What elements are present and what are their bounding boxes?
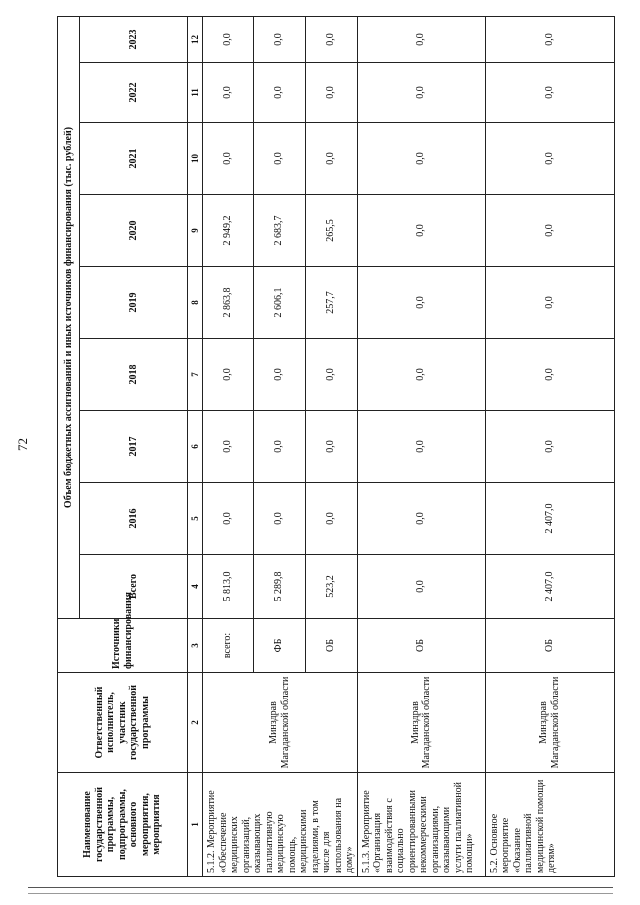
cell-value: 0,0 xyxy=(305,411,357,483)
header-source: Источники финансирования xyxy=(58,619,188,673)
row-source: всего: xyxy=(203,619,254,673)
header-year: 2018 xyxy=(80,339,188,411)
cell-value: 0,0 xyxy=(485,339,614,411)
column-number: 7 xyxy=(188,339,203,411)
column-number: 5 xyxy=(188,483,203,555)
table-row xyxy=(357,16,485,876)
row-executor: Минздрав Магаданской области xyxy=(203,673,358,773)
table-row xyxy=(485,16,614,876)
page-number: 72 xyxy=(15,438,30,451)
cell-value: 0,0 xyxy=(305,339,357,411)
cell-value: 0,0 xyxy=(305,16,357,62)
cell-value: 0,0 xyxy=(357,555,485,619)
row-name: 5.1.3. Мероприятие «Организация взаимодействия с социально ориентированными некоммерческими организациями, оказывающими услуги паллиативной помощи» xyxy=(357,773,485,877)
header-year: 2017 xyxy=(80,411,188,483)
cell-value: 2 683,7 xyxy=(253,195,305,267)
cell-value: 0,0 xyxy=(305,63,357,123)
row-executor: Минздрав Магаданской области xyxy=(357,673,485,773)
row-source: ФБ xyxy=(253,619,305,673)
scan-edge-line xyxy=(28,893,613,894)
cell-value: 0,0 xyxy=(485,195,614,267)
column-number: 2 xyxy=(188,673,203,773)
row-source: ОБ xyxy=(357,619,485,673)
row-name: 5.2. Основное мероприятие «Оказание паллиативной медицинской помощи детям» xyxy=(485,773,614,877)
cell-value: 2 863,8 xyxy=(203,267,254,339)
column-number: 11 xyxy=(188,63,203,123)
cell-value: 0,0 xyxy=(253,339,305,411)
financing-table-rotated xyxy=(57,17,610,877)
cell-value: 0,0 xyxy=(485,267,614,339)
column-number: 12 xyxy=(188,16,203,62)
cell-value: 0,0 xyxy=(357,195,485,267)
cell-value: 2 407,0 xyxy=(485,483,614,555)
cell-value: 265,5 xyxy=(305,195,357,267)
cell-value: 5 813,0 xyxy=(203,555,254,619)
scan-edge-line xyxy=(28,887,613,888)
cell-value: 0,0 xyxy=(357,411,485,483)
cell-value: 0,0 xyxy=(253,483,305,555)
cell-value: 0,0 xyxy=(485,123,614,195)
cell-value: 0,0 xyxy=(203,16,254,62)
header-year: 2023 xyxy=(80,16,188,62)
row-source: ОБ xyxy=(305,619,357,673)
column-number: 9 xyxy=(188,195,203,267)
cell-value: 0,0 xyxy=(203,339,254,411)
column-number: 8 xyxy=(188,267,203,339)
cell-value: 0,0 xyxy=(485,411,614,483)
column-number: 6 xyxy=(188,411,203,483)
header-volume: Объем бюджетных ассигнований и иных источников финансирования (тыс. рублей) xyxy=(58,16,80,618)
column-number: 10 xyxy=(188,123,203,195)
cell-value: 0,0 xyxy=(485,16,614,62)
column-number-row xyxy=(188,16,203,876)
header-year: 2020 xyxy=(80,195,188,267)
cell-value: 0,0 xyxy=(253,63,305,123)
table-row xyxy=(203,16,254,876)
column-number: 4 xyxy=(188,555,203,619)
cell-value: 0,0 xyxy=(357,63,485,123)
row-source: ОБ xyxy=(485,619,614,673)
cell-value: 0,0 xyxy=(485,63,614,123)
column-number: 1 xyxy=(188,773,203,877)
header-year: 2019 xyxy=(80,267,188,339)
cell-value: 0,0 xyxy=(357,339,485,411)
header-name: Наименование государственной программы, подпрограммы, основного мероприятия, мероприятия xyxy=(58,773,188,877)
cell-value: 0,0 xyxy=(203,63,254,123)
header-year: 2021 xyxy=(80,123,188,195)
cell-value: 2 606,1 xyxy=(253,267,305,339)
financing-table xyxy=(57,16,615,877)
cell-value: 0,0 xyxy=(357,483,485,555)
column-number: 3 xyxy=(188,619,203,673)
header-year: 2016 xyxy=(80,483,188,555)
cell-value: 2 949,2 xyxy=(203,195,254,267)
cell-value: 0,0 xyxy=(357,16,485,62)
row-executor: Минздрав Магаданской области xyxy=(485,673,614,773)
cell-value: 0,0 xyxy=(357,267,485,339)
cell-value: 0,0 xyxy=(203,411,254,483)
cell-value: 0,0 xyxy=(305,483,357,555)
cell-value: 0,0 xyxy=(357,123,485,195)
cell-value: 0,0 xyxy=(305,123,357,195)
header-year: 2022 xyxy=(80,63,188,123)
header-executor: Ответственный исполнитель, участник государственной программы xyxy=(58,673,188,773)
row-name: 5.1.2. Мероприятие «Обеспечение медицинских организаций, оказывающих паллиативную медицинскую помощь, медицинскими изделиями, в том числе для использования на дому» xyxy=(203,773,358,877)
cell-value: 523,2 xyxy=(305,555,357,619)
cell-value: 0,0 xyxy=(253,16,305,62)
cell-value: 2 407,0 xyxy=(485,555,614,619)
cell-value: 0,0 xyxy=(253,411,305,483)
cell-value: 257,7 xyxy=(305,267,357,339)
header-total: Всего xyxy=(80,555,188,619)
cell-value: 0,0 xyxy=(253,123,305,195)
cell-value: 0,0 xyxy=(203,123,254,195)
cell-value: 0,0 xyxy=(203,483,254,555)
cell-value: 5 289,8 xyxy=(253,555,305,619)
